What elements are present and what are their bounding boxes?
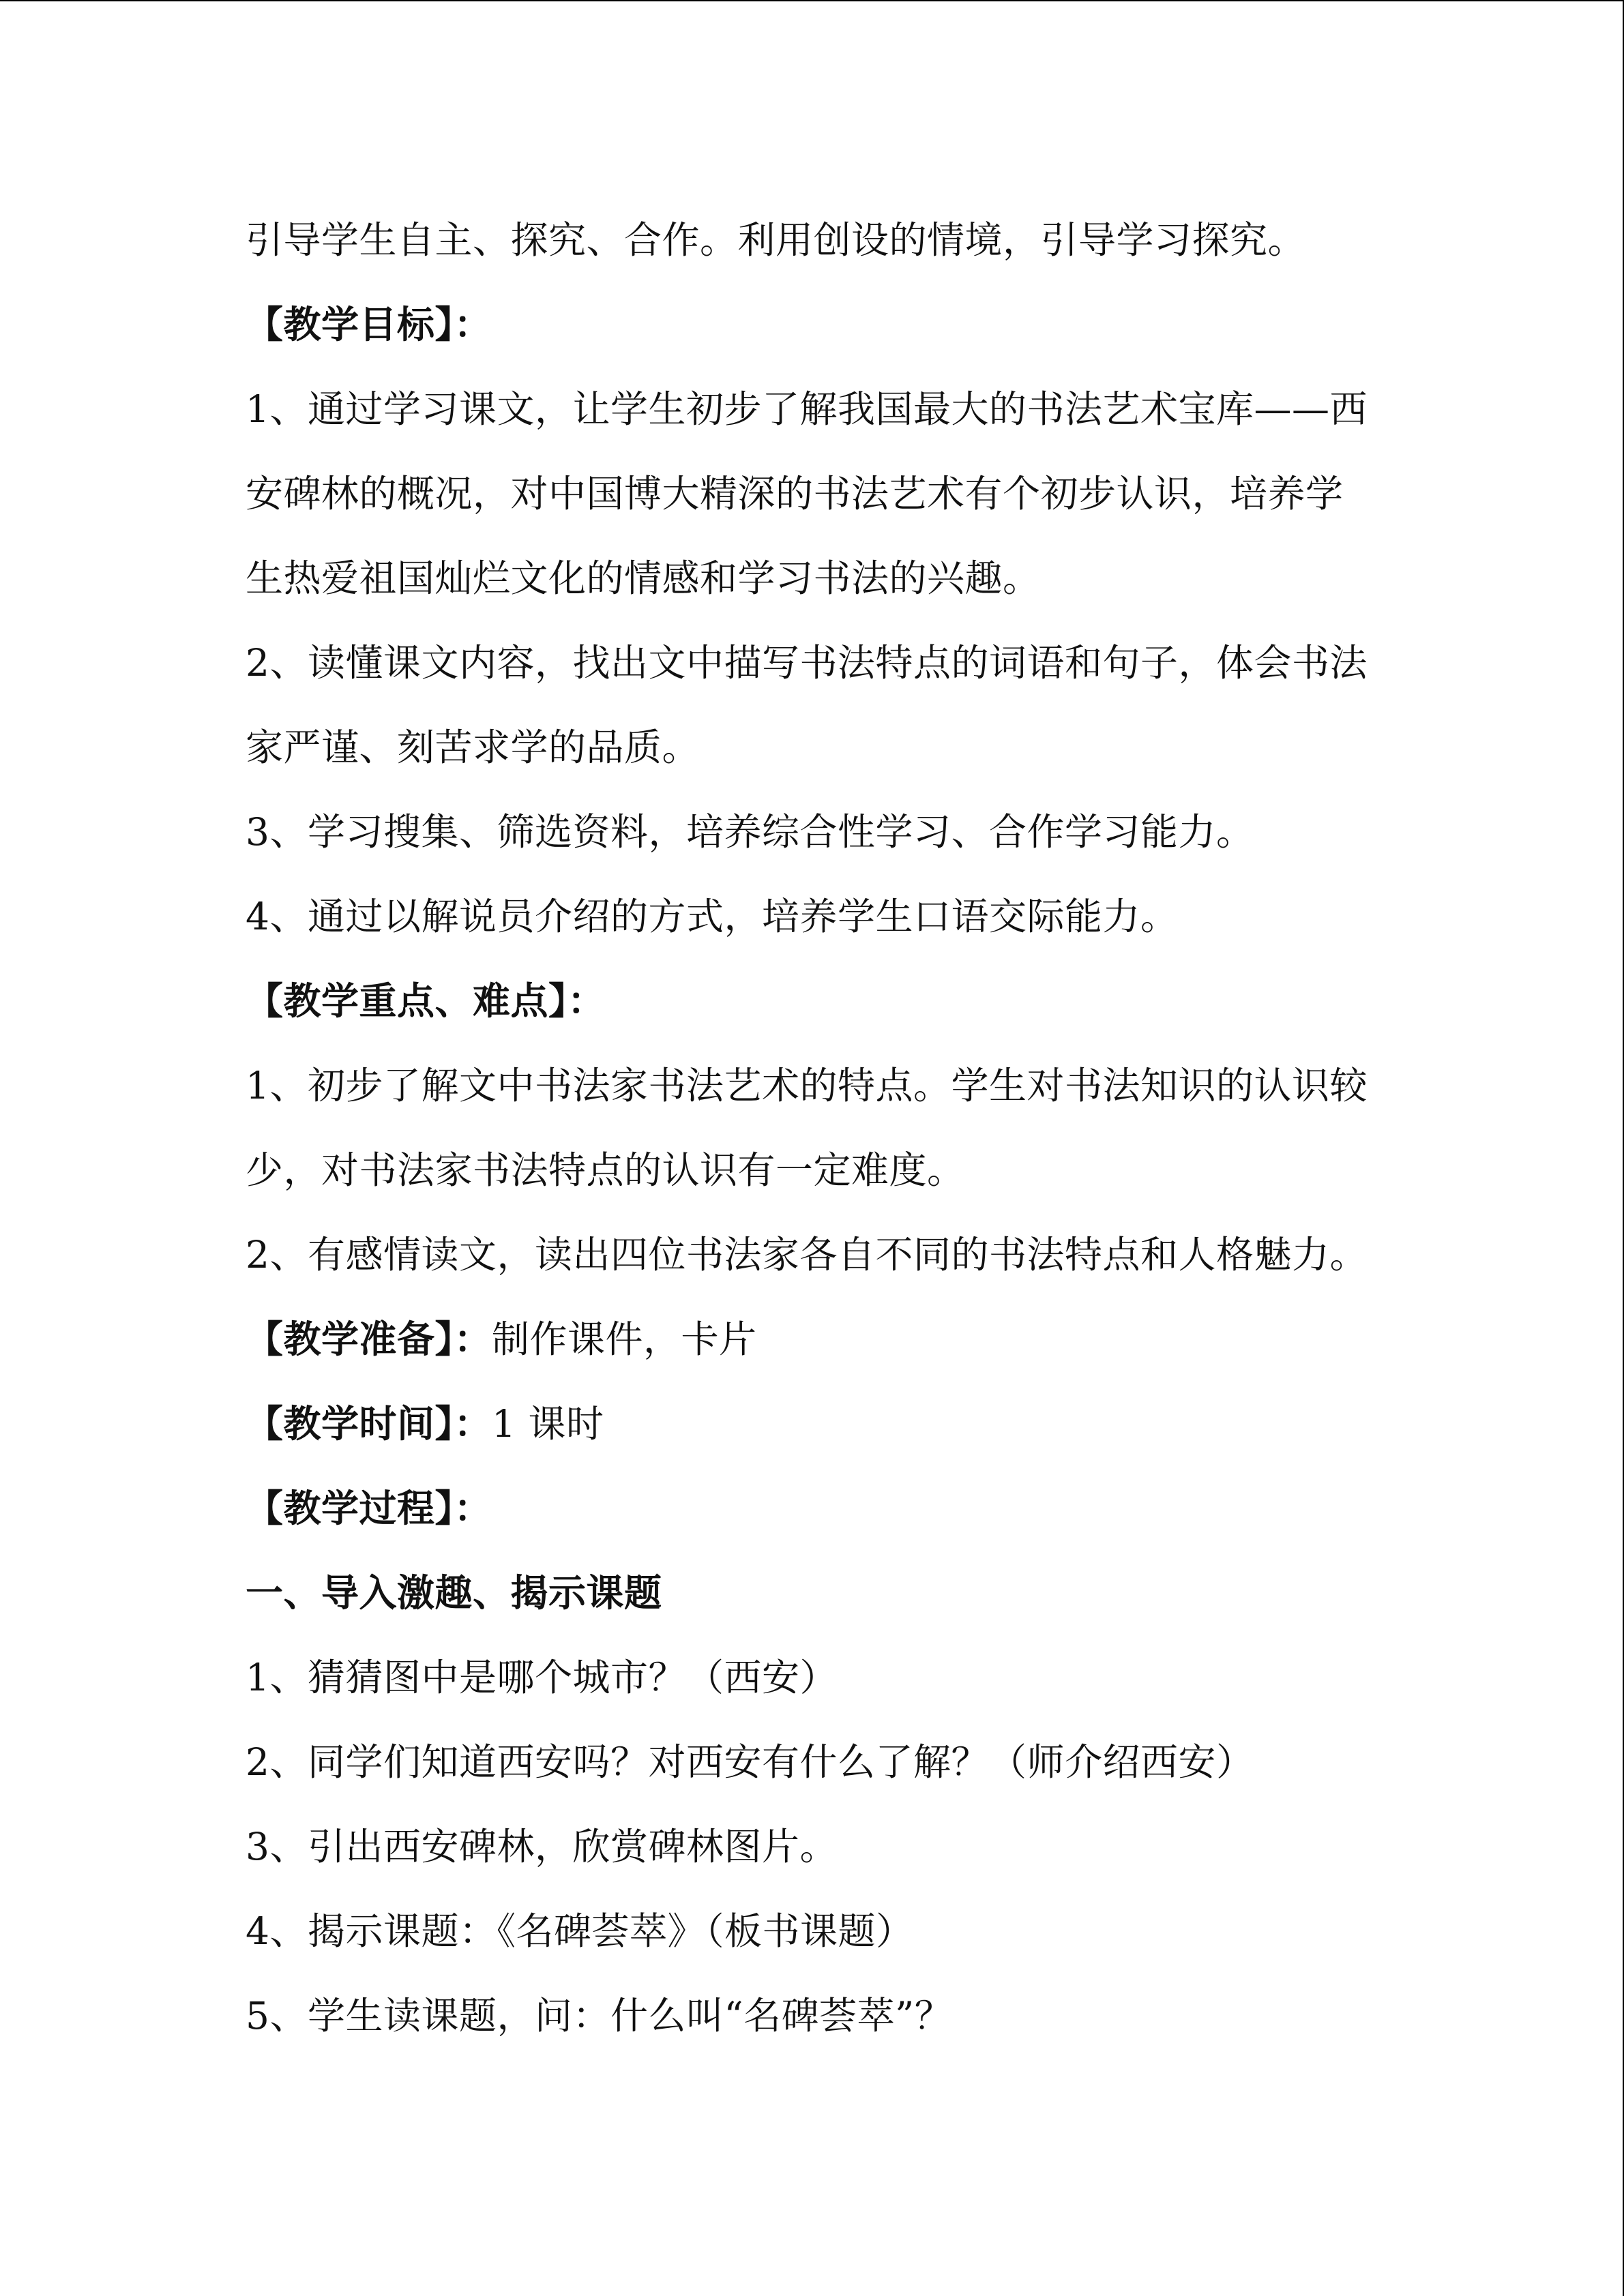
objective-2-line-1: 2、读懂课文内容，找出文中描写书法特点的词语和句子，体会书法 bbox=[246, 641, 1368, 685]
objectives-heading: 【教学目标】： bbox=[246, 302, 492, 346]
preparation-label: 【教学准备】： bbox=[246, 1317, 492, 1361]
key-point-1-line-1: 1、初步了解文中书法家书法艺术的特点。学生对书法知识的认识较 bbox=[246, 1064, 1368, 1107]
process-heading: 【教学过程】： bbox=[246, 1486, 492, 1530]
document-body bbox=[246, 198, 1378, 2058]
preparation-value: 制作课件，卡片 bbox=[492, 1317, 757, 1361]
objective-1-line-1: 1、通过学习课文，让学生初步了解我国最大的书法艺术宝库——西 bbox=[246, 387, 1368, 431]
key-point-1-line-2: 少，对书法家书法特点的认识有一定难度。 bbox=[246, 1148, 965, 1192]
time-value: 1 课时 bbox=[492, 1402, 604, 1446]
step-5: 5、学生读课题，问：什么叫“名碑荟萃”？ bbox=[246, 1994, 953, 2038]
step-3: 3、引出西安碑林，欣赏碑林图片。 bbox=[246, 1825, 838, 1868]
key-points-heading: 【教学重点、难点】： bbox=[246, 979, 606, 1023]
preparation-row bbox=[246, 1297, 1378, 1382]
step-2: 2、同学们知道西安吗？对西安有什么了解？（师介绍西安） bbox=[246, 1740, 1254, 1784]
step-4: 4、揭示课题：《名碑荟萃》（板书课题） bbox=[246, 1909, 914, 1953]
key-point-2: 2、有感情读文，读出四位书法家各自不同的书法特点和人格魅力。 bbox=[246, 1233, 1368, 1277]
intro-text-line: 引导学生自主、探究、合作。利用创设的情境，引导学习探究。 bbox=[246, 218, 1306, 262]
objective-4: 4、通过以解说员介绍的方式，培养学生口语交际能力。 bbox=[246, 895, 1179, 938]
objective-1-line-3: 生热爱祖国灿烂文化的情感和学习书法的兴趣。 bbox=[246, 556, 1041, 600]
time-row bbox=[246, 1382, 1378, 1466]
objective-3: 3、学习搜集、筛选资料，培养综合性学习、合作学习能力。 bbox=[246, 810, 1254, 854]
time-label: 【教学时间】： bbox=[246, 1401, 492, 1446]
objective-2-line-2: 家严谨、刻苦求学的品质。 bbox=[246, 726, 700, 769]
step-1: 1、猜猜图中是哪个城市？（西安） bbox=[246, 1656, 838, 1699]
objective-1-line-2: 安碑林的概况，对中国博大精深的书法艺术有个初步认识，培养学 bbox=[246, 472, 1344, 516]
section-one-heading: 一、导入激趣、揭示课题 bbox=[246, 1570, 662, 1615]
